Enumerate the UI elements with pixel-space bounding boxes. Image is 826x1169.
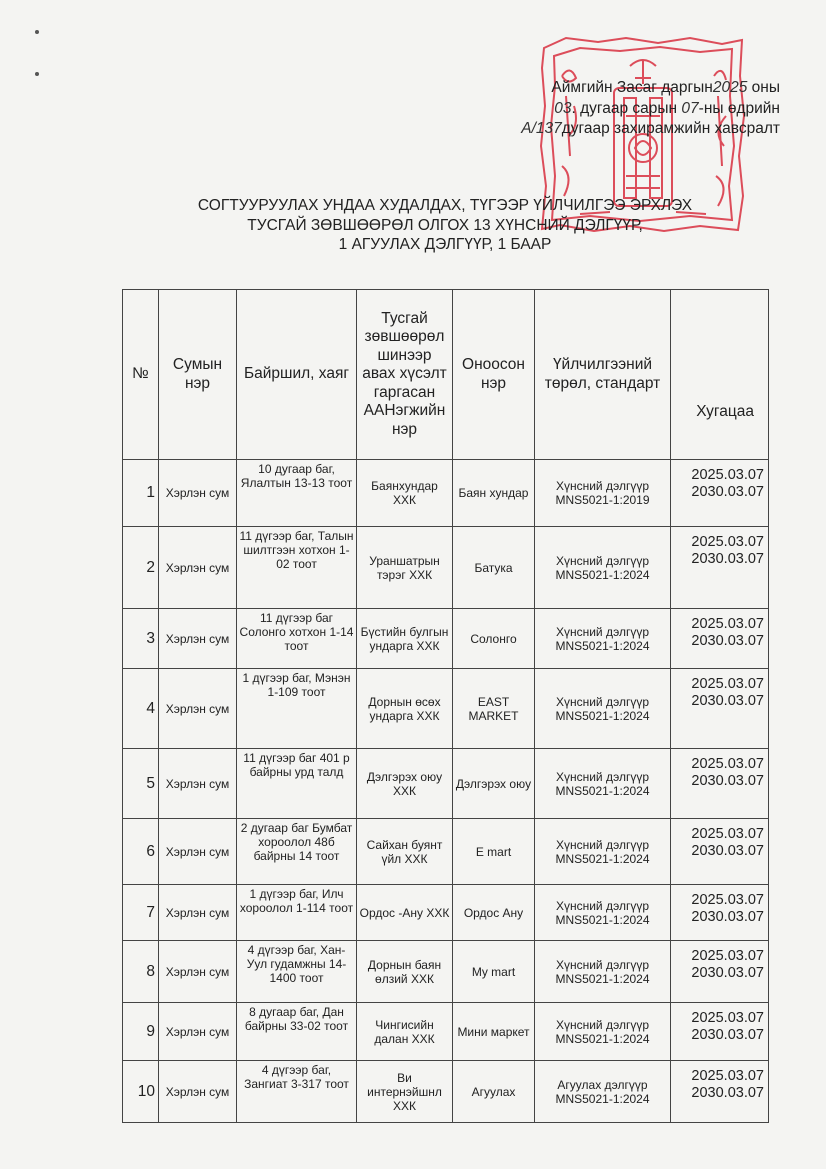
table-cell-assigned-name: Ордос Ану bbox=[453, 885, 535, 941]
duration-end: 2030.03.07 bbox=[691, 965, 764, 981]
table-cell-number: 7 bbox=[123, 885, 159, 941]
table-cell-address: 8 дугаар баг, Дан байрны 33-02 тоот bbox=[237, 1003, 357, 1061]
table-header-row bbox=[123, 290, 769, 460]
table-cell-assigned-name: Дэлгэрэх оюу bbox=[453, 749, 535, 819]
table-cell-address: 11 дүгээр баг Солонго хотхон 1-14 тоот bbox=[237, 609, 357, 669]
table-cell-duration bbox=[671, 1061, 769, 1123]
table-cell-number: 3 bbox=[123, 609, 159, 669]
table-cell-service-type: Хүнсний дэлгүүр MNS5021-1:2019 bbox=[535, 460, 671, 527]
table-cell-sum: Хэрлэн сум bbox=[159, 1003, 237, 1061]
table-cell-service-type: Хүнсний дэлгүүр MNS5021-1:2024 bbox=[535, 1003, 671, 1061]
duration-end: 2030.03.07 bbox=[691, 1027, 764, 1043]
table-cell-assigned-name: My mart bbox=[453, 941, 535, 1003]
table-cell-sum: Хэрлэн сум bbox=[159, 819, 237, 885]
table-cell-sum: Хэрлэн сум bbox=[159, 527, 237, 609]
table-cell-service-type: Хүнсний дэлгүүр MNS5021-1:2024 bbox=[535, 819, 671, 885]
header-address: Байршил, хаяг bbox=[237, 290, 357, 460]
duration-end: 2030.03.07 bbox=[691, 773, 764, 789]
table-cell-company: Бүстийн булгын ундарга ХХК bbox=[357, 609, 453, 669]
table-cell-company: Ордос -Ану ХХК bbox=[357, 885, 453, 941]
header-assigned-name: Оноосон нэр bbox=[453, 290, 535, 460]
table-row bbox=[123, 527, 769, 609]
title-line-3: 1 АГУУЛАХ ДЭЛГҮҮР, 1 БААР bbox=[338, 236, 552, 253]
table-row bbox=[123, 885, 769, 941]
table-cell-duration bbox=[671, 749, 769, 819]
table-cell-assigned-name: E mart bbox=[453, 819, 535, 885]
header-number: № bbox=[123, 290, 159, 460]
duration-end: 2030.03.07 bbox=[691, 909, 764, 925]
header-duration: Хугацаа bbox=[671, 290, 769, 460]
duration-start: 2025.03.07 bbox=[691, 676, 764, 692]
header-line-1: Аймгийн Засаг даргын2025 оны bbox=[551, 79, 780, 96]
table-cell-service-type: Агуулах дэлгүүр MNS5021-1:2024 bbox=[535, 1061, 671, 1123]
duration-start: 2025.03.07 bbox=[691, 1010, 764, 1026]
duration-end: 2030.03.07 bbox=[691, 843, 764, 859]
table-cell-duration bbox=[671, 527, 769, 609]
duration-start: 2025.03.07 bbox=[691, 467, 764, 483]
table-cell-service-type: Хүнсний дэлгүүр MNS5021-1:2024 bbox=[535, 609, 671, 669]
table-cell-duration bbox=[671, 941, 769, 1003]
table-cell-address: 2 дугаар баг Бумбат хороолол 48б байрны 14 тоот bbox=[237, 819, 357, 885]
duration-start: 2025.03.07 bbox=[691, 1068, 764, 1084]
table-cell-duration bbox=[671, 609, 769, 669]
handwritten-month: 03 bbox=[554, 99, 572, 117]
table-cell-duration bbox=[671, 885, 769, 941]
table-cell-number: 5 bbox=[123, 749, 159, 819]
table-cell-service-type: Хүнсний дэлгүүр MNS5021-1:2024 bbox=[535, 941, 671, 1003]
table-cell-number: 4 bbox=[123, 669, 159, 749]
table-row bbox=[123, 819, 769, 885]
table-cell-number: 1 bbox=[123, 460, 159, 527]
table-row bbox=[123, 669, 769, 749]
table-cell-number: 9 bbox=[123, 1003, 159, 1061]
header-service-type: Үйлчилгээний төрөл, стандарт bbox=[535, 290, 671, 460]
table-row bbox=[123, 941, 769, 1003]
table-cell-service-type: Хүнсний дэлгүүр MNS5021-1:2024 bbox=[535, 885, 671, 941]
table-cell-assigned-name: Батука bbox=[453, 527, 535, 609]
duration-end: 2030.03.07 bbox=[691, 633, 764, 649]
duration-start: 2025.03.07 bbox=[691, 892, 764, 908]
duration-start: 2025.03.07 bbox=[691, 826, 764, 842]
table-cell-sum: Хэрлэн сум bbox=[159, 885, 237, 941]
duration-start: 2025.03.07 bbox=[691, 756, 764, 772]
table-cell-number: 10 bbox=[123, 1061, 159, 1123]
table-row bbox=[123, 609, 769, 669]
table-cell-sum: Хэрлэн сум bbox=[159, 749, 237, 819]
table-cell-address: 11 дүгээр баг, Талын шилтгээн хотхон 1-02 тоот bbox=[237, 527, 357, 609]
table-cell-duration bbox=[671, 669, 769, 749]
header-sum-name: Сумын нэр bbox=[159, 290, 237, 460]
table-cell-company: Ураншатрын тэрэг ХХК bbox=[357, 527, 453, 609]
table-cell-company: Дорнын өсөх ундарга ХХК bbox=[357, 669, 453, 749]
table-cell-assigned-name: Баян хундар bbox=[453, 460, 535, 527]
table-cell-assigned-name: Солонго bbox=[453, 609, 535, 669]
table-cell-company: Дэлгэрэх оюу ХХК bbox=[357, 749, 453, 819]
table-row bbox=[123, 1003, 769, 1061]
header-line-2: 03. дугаар сарын 07-ны өдрийн bbox=[554, 99, 780, 117]
table-cell-company: Чингисийн далан ХХК bbox=[357, 1003, 453, 1061]
table-cell-address: 1 дүгээр баг, Мэнэн 1-109 тоот bbox=[237, 669, 357, 749]
header-line-3: А/137дугаар захирамжийн хавсралт bbox=[521, 120, 780, 137]
table-cell-service-type: Хүнсний дэлгүүр MNS5021-1:2024 bbox=[535, 669, 671, 749]
table-cell-number: 2 bbox=[123, 527, 159, 609]
table-cell-number: 8 bbox=[123, 941, 159, 1003]
table-cell-assigned-name: Мини маркет bbox=[453, 1003, 535, 1061]
table-row bbox=[123, 460, 769, 527]
table-cell-address: 4 дүгээр баг, Хан-Уул гудамжны 14-1400 тоот bbox=[237, 941, 357, 1003]
table-cell-company: Сайхан буянт үйл ХХК bbox=[357, 819, 453, 885]
table-cell-address: 1 дүгээр баг, Илч хороолол 1-114 тоот bbox=[237, 885, 357, 941]
table-cell-duration bbox=[671, 460, 769, 527]
handwritten-decree-number: А/137 bbox=[521, 120, 562, 137]
header-company: Тусгай зөвшөөрөл шинээр авах хүсэлт гаргасан ААНэгжийн нэр bbox=[357, 290, 453, 460]
duration-end: 2030.03.07 bbox=[691, 1085, 764, 1101]
duration-start: 2025.03.07 bbox=[691, 534, 764, 550]
decree-attachment-header bbox=[470, 78, 780, 140]
table-cell-number: 6 bbox=[123, 819, 159, 885]
table-cell-sum: Хэрлэн сум bbox=[159, 669, 237, 749]
table-cell-address: 11 дүгээр баг 401 р байрны урд талд bbox=[237, 749, 357, 819]
table-cell-assigned-name: EAST MARKET bbox=[453, 669, 535, 749]
table-cell-address: 4 дүгээр баг, Зангиат 3-317 тоот bbox=[237, 1061, 357, 1123]
duration-start: 2025.03.07 bbox=[691, 616, 764, 632]
table-cell-service-type: Хүнсний дэлгүүр MNS5021-1:2024 bbox=[535, 527, 671, 609]
duration-end: 2030.03.07 bbox=[691, 551, 764, 567]
duration-end: 2030.03.07 bbox=[691, 693, 764, 709]
table-cell-sum: Хэрлэн сум bbox=[159, 1061, 237, 1123]
table-cell-assigned-name: Агуулах bbox=[453, 1061, 535, 1123]
binder-hole-mark bbox=[35, 72, 39, 76]
table-row bbox=[123, 1061, 769, 1123]
table-cell-company: Дорнын баян өлзий ХХК bbox=[357, 941, 453, 1003]
table-cell-company: Баянхундар ХХК bbox=[357, 460, 453, 527]
title-line-2: ТУСГАЙ ЗӨВШӨӨРӨЛ ОЛГОХ 13 ХҮНСНИЙ ДЭЛГҮҮР, bbox=[247, 216, 643, 234]
title-line-1: СОГТУУРУУЛАХ УНДАА ХУДАЛДАХ, ТҮГЭЭР ҮЙЛЧИЛГЭЭ ЭРХЛЭХ bbox=[197, 197, 693, 214]
handwritten-day: 07 bbox=[681, 99, 699, 117]
table-cell-sum: Хэрлэн сум bbox=[159, 609, 237, 669]
duration-end: 2030.03.07 bbox=[691, 484, 764, 500]
license-table bbox=[122, 289, 769, 1123]
table-cell-service-type: Хүнсний дэлгүүр MNS5021-1:2024 bbox=[535, 749, 671, 819]
handwritten-year: 2025 bbox=[712, 79, 748, 96]
table-cell-sum: Хэрлэн сум bbox=[159, 460, 237, 527]
table-cell-sum: Хэрлэн сум bbox=[159, 941, 237, 1003]
table-row bbox=[123, 749, 769, 819]
table-cell-company: Ви интернэйшнл ХХК bbox=[357, 1061, 453, 1123]
table-cell-duration bbox=[671, 1003, 769, 1061]
duration-start: 2025.03.07 bbox=[691, 948, 764, 964]
table-cell-address: 10 дугаар баг, Ялалтын 13-13 тоот bbox=[237, 460, 357, 527]
document-title bbox=[0, 196, 826, 255]
binder-hole-mark bbox=[35, 30, 39, 34]
table-cell-duration bbox=[671, 819, 769, 885]
